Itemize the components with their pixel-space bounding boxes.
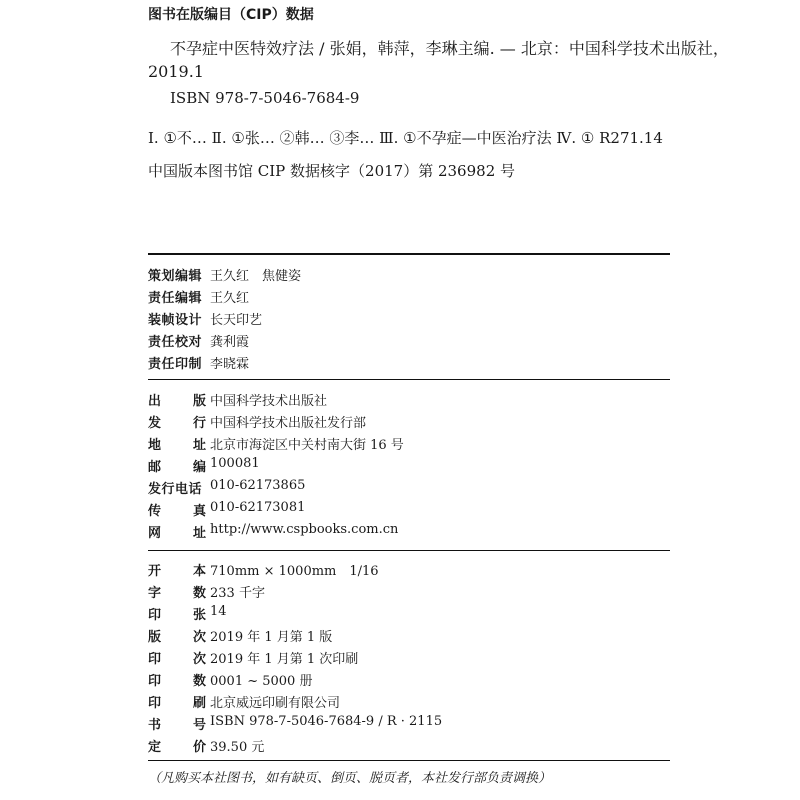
- spec-label: 书 号: [148, 718, 206, 733]
- spec-label: 版 次: [148, 630, 206, 645]
- publisher-label: 邮 编: [148, 460, 206, 475]
- editorial-label: 装帧设计: [148, 313, 203, 328]
- spec-value: ISBN 978-7-5046-7684-9 / R · 2115: [210, 714, 443, 729]
- publisher-value: 100081: [210, 456, 260, 471]
- editorial-value: 长天印艺: [210, 313, 263, 328]
- cip-title: 图书在版编目（CIP）数据: [148, 7, 314, 23]
- editorial-label: 责任编辑: [148, 291, 203, 306]
- spec-value: 北京威远印刷有限公司: [210, 696, 341, 711]
- publisher-value: 010-62173081: [210, 500, 306, 515]
- publisher-label: 出 版: [148, 394, 206, 409]
- spec-label: 定 价: [148, 740, 206, 755]
- cip-classification: Ⅰ. ①不… Ⅱ. ①张… ②韩… ③李… Ⅲ. ①不孕症—中医治疗法 Ⅳ. ① R271.14: [148, 129, 663, 147]
- publisher-value: 010-62173865: [210, 478, 306, 493]
- publisher-value: 北京市海淀区中关村南大街 16 号: [210, 438, 404, 453]
- editorial-value: 李晓霖: [210, 357, 250, 372]
- spec-value: 14: [210, 604, 227, 619]
- cip-book-line: 不孕症中医特效疗法 / 张娟，韩萍，李琳主编. — 北京：中国科学技术出版社，: [170, 39, 729, 58]
- spec-label: 印 张: [148, 608, 206, 623]
- spec-value: 2019 年 1 月第 1 次印刷: [210, 652, 359, 667]
- spec-value: 2019 年 1 月第 1 版: [210, 630, 333, 645]
- editorial-value: 王久红 焦健姿: [210, 269, 302, 284]
- website-link[interactable]: http://www.cspbooks.com.cn: [210, 522, 399, 537]
- footer-note: （凡购买本社图书，如有缺页、倒页、脱页者，本社发行部负责调换）: [148, 771, 552, 786]
- editorial-label: 策划编辑: [148, 269, 203, 284]
- spec-value: 39.50 元: [210, 740, 265, 755]
- publisher-label: 发 行: [148, 416, 206, 431]
- divider-editorial-top: [148, 253, 670, 255]
- cip-year: 2019.1: [148, 62, 204, 81]
- spec-value: 710mm × 1000mm 1/16: [210, 564, 379, 579]
- publisher-label: 网 址: [148, 526, 206, 541]
- cip-library-record: 中国版本图书馆 CIP 数据核字（2017）第 236982 号: [148, 162, 516, 180]
- publisher-value: 中国科学技术出版社发行部: [210, 416, 367, 431]
- spec-label: 印 数: [148, 674, 206, 689]
- publisher-label: 地 址: [148, 438, 206, 453]
- divider-specs-top: [148, 550, 670, 551]
- publisher-label: 传 真: [148, 504, 206, 519]
- cip-isbn: ISBN 978-7-5046-7684-9: [170, 89, 360, 107]
- spec-label: 印 次: [148, 652, 206, 667]
- editorial-label: 责任校对: [148, 335, 203, 350]
- editorial-value: 龚利霞: [210, 335, 250, 350]
- divider-publisher-top: [148, 379, 670, 380]
- spec-value: 0001 ~ 5000 册: [210, 674, 313, 689]
- spec-label: 开 本: [148, 564, 206, 579]
- spec-label: 印 刷: [148, 696, 206, 711]
- divider-footer-top: [148, 760, 670, 761]
- editorial-value: 王久红: [210, 291, 250, 306]
- editorial-label: 责任印制: [148, 357, 203, 372]
- spec-value: 233 千字: [210, 586, 265, 601]
- publisher-label: 发行电话: [148, 482, 203, 497]
- publisher-value: 中国科学技术出版社: [210, 394, 328, 409]
- spec-label: 字 数: [148, 586, 206, 601]
